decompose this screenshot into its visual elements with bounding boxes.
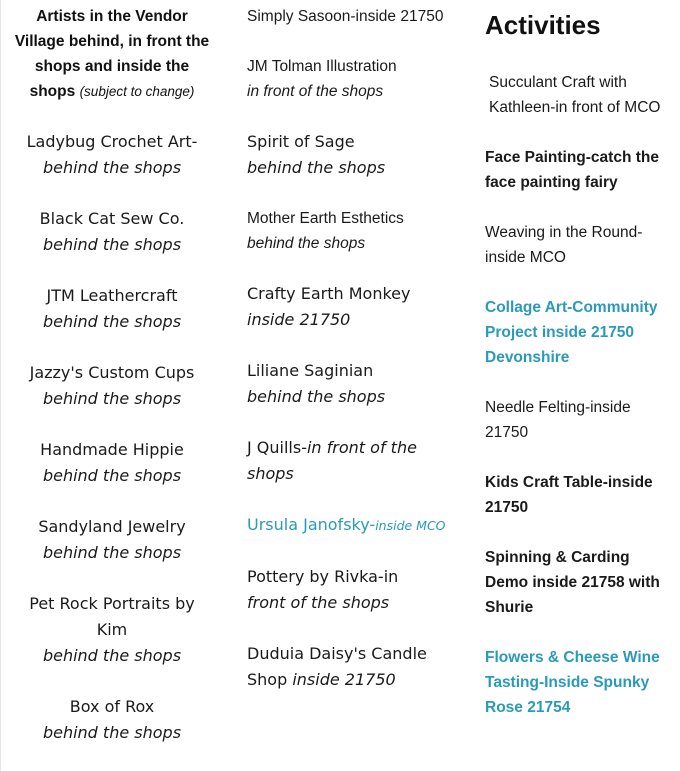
- vendor-name: JM Tolman Illustration: [247, 58, 397, 75]
- vendor-name: Jazzy's Custom Cups: [29, 363, 195, 382]
- vendor-name: Duduia Daisy's Candle Shop: [247, 644, 427, 689]
- vendor-entry: [247, 129, 447, 181]
- vendor-entry: [247, 358, 447, 410]
- vendor-location: inside 21750: [247, 310, 351, 329]
- vendor-column-1: [12, 0, 212, 746]
- vendor-village-intro: [12, 4, 212, 104]
- vendor-entry: [247, 54, 447, 104]
- activity-item: Face Painting-catch the face painting fairy: [485, 149, 659, 191]
- activity-item: Kids Craft Table-inside 21750: [485, 474, 653, 516]
- intro-heading: Artists in the Vendor Village behind, in front the shops and inside the shops: [14, 8, 210, 100]
- vendor-entry: [12, 360, 212, 412]
- vendor-name: Handmade Hippie: [40, 440, 184, 459]
- vendor-location: inside 21750: [292, 670, 396, 689]
- vendor-name: J Quills-: [247, 438, 307, 457]
- activity-item: Weaving in the Round-inside MCO: [485, 224, 643, 266]
- vendor-name: Sandyland Jewelry: [38, 517, 186, 536]
- vendor-location: behind the shops: [247, 387, 386, 406]
- vendor-entry: [247, 512, 447, 539]
- activity-item: Flowers & Cheese Wine Tasting-Inside Spunky Rose 21754: [485, 649, 660, 716]
- vendor-entry: [12, 437, 212, 489]
- vendor-name: Pet Rock Portraits by Kim: [29, 594, 195, 639]
- vendor-location: front of the shops: [247, 593, 390, 612]
- vendor-entry: [247, 641, 447, 693]
- vendor-name: Ladybug Crochet Art-: [26, 132, 198, 151]
- vendor-location: behind the shops: [42, 389, 182, 408]
- vendor-name: Black Cat Sew Co.: [39, 209, 185, 228]
- vendor-entry: [12, 283, 212, 335]
- vendor-entry: [12, 514, 212, 566]
- vendor-entry: [12, 694, 212, 746]
- vendor-name: Liliane Saginian: [247, 361, 374, 380]
- vendor-location: behind the shops: [42, 235, 182, 254]
- vendor-entry: [247, 564, 447, 616]
- vendor-location: behind the shops: [247, 158, 386, 177]
- vendor-entry: [247, 281, 447, 333]
- vendor-location: in front of the shops: [247, 83, 384, 100]
- vendor-name: JTM Leathercraft: [46, 286, 178, 305]
- vendor-name: Spirit of Sage: [247, 132, 355, 151]
- activity-item: Succulant Craft with Kathleen-in front of MCO: [489, 74, 661, 116]
- vendor-name: Pottery by Rivka-in: [247, 567, 399, 586]
- vendor-location: in front of the shops: [247, 438, 417, 483]
- vendor-location: behind the shops: [42, 466, 182, 485]
- left-edge-divider: [0, 0, 1, 771]
- vendor-location: behind the shops: [42, 158, 182, 177]
- activities-heading: Activities: [485, 10, 601, 40]
- vendor-entry: [247, 435, 447, 487]
- vendor-name: Ursula Janofsky-: [247, 515, 376, 534]
- vendor-location: inside MCO: [375, 518, 446, 533]
- vendor-entry: [12, 206, 212, 258]
- vendor-name: Simply Sasoon-inside 21750: [247, 8, 444, 25]
- vendor-entry: [247, 206, 447, 256]
- vendor-entry: [247, 4, 447, 29]
- vendor-location: behind the shops: [42, 646, 182, 665]
- vendor-location: behind the shops: [247, 235, 366, 252]
- vendor-entry: [12, 129, 212, 181]
- vendor-location: behind the shops: [42, 723, 182, 742]
- activity-item: Spinning & Carding Demo inside 21758 with Shurie: [485, 549, 660, 616]
- vendor-location: behind the shops: [42, 312, 182, 331]
- activity-item: Collage Art-Community Project inside 21750 Devonshire: [485, 299, 658, 366]
- vendor-entry: [12, 591, 212, 669]
- vendor-location: behind the shops: [42, 543, 182, 562]
- activities-column: [485, 0, 675, 720]
- vendor-name: Crafty Earth Monkey: [247, 284, 411, 303]
- intro-note: (subject to change): [79, 84, 195, 99]
- vendor-column-2: [247, 0, 447, 693]
- vendor-name: Box of Rox: [69, 697, 155, 716]
- activity-item: Needle Felting-inside 21750: [485, 399, 631, 441]
- vendor-name: Mother Earth Esthetics: [247, 210, 404, 227]
